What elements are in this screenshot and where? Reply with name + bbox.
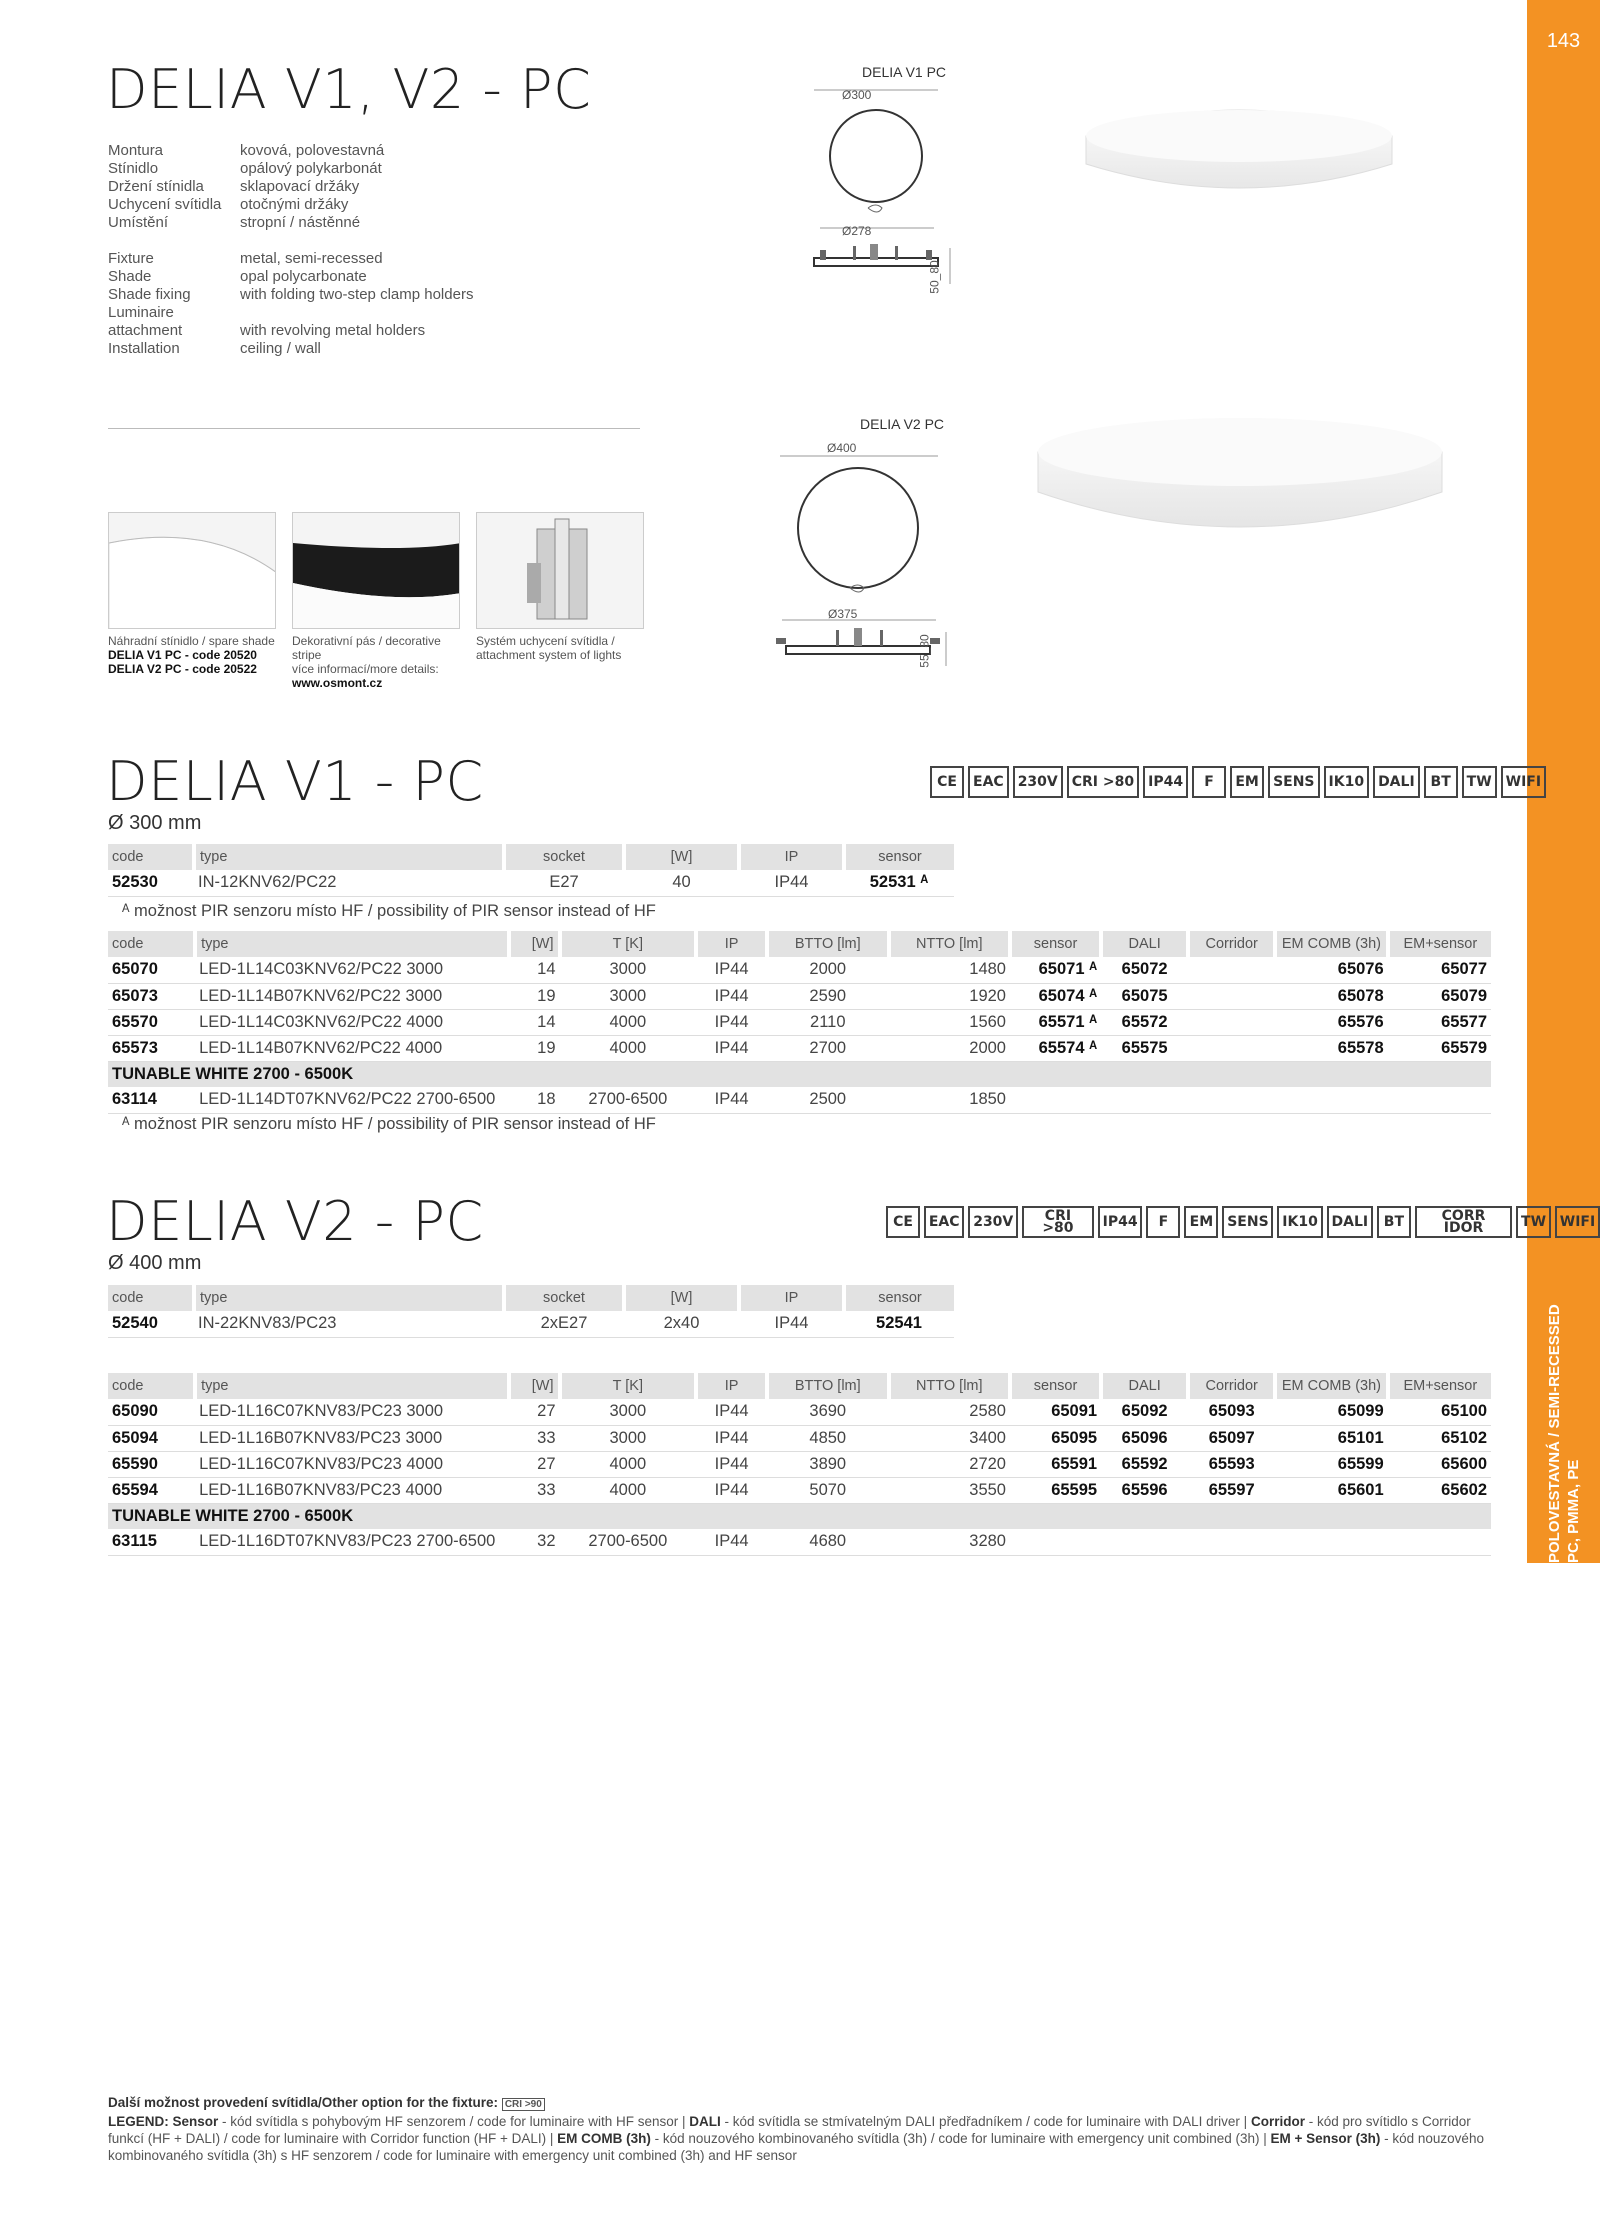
table-row bbox=[108, 1451, 1491, 1477]
col-header: sensor bbox=[844, 844, 954, 870]
cell: 65097 bbox=[1188, 1425, 1275, 1451]
cell: IP44 bbox=[696, 1035, 767, 1061]
drawing-v2-cutout: Ø375 bbox=[828, 607, 858, 621]
spec-value: kovová, polovestavná bbox=[240, 142, 385, 159]
cell: 65100 bbox=[1388, 1399, 1491, 1425]
wireless-icon: WIFI bbox=[1501, 766, 1546, 798]
tw-icon: TW bbox=[1462, 766, 1497, 798]
cell bbox=[1188, 957, 1275, 983]
col-header: NTTO [lm] bbox=[889, 931, 1010, 957]
cell: 2500 bbox=[767, 1087, 888, 1113]
cell bbox=[1188, 1035, 1275, 1061]
cell: 65574 ᴬ bbox=[1010, 1035, 1101, 1061]
cell: LED-1L16B07KNV83/PC23 3000 bbox=[195, 1425, 509, 1451]
cell: 2x40 bbox=[624, 1311, 739, 1337]
col-header: DALI bbox=[1101, 931, 1188, 957]
thumb-spare-shade bbox=[108, 512, 276, 629]
table-row bbox=[108, 1477, 1491, 1503]
eac-icon: EAC bbox=[924, 1206, 964, 1238]
spec-value: opal polycarbonate bbox=[240, 268, 367, 285]
drawing-v2-label: DELIA V2 PC bbox=[860, 416, 945, 432]
cell: 65071 ᴬ bbox=[1010, 957, 1101, 983]
col-header: DALI bbox=[1101, 1373, 1188, 1399]
cri-icon: CRI >80 bbox=[1067, 766, 1139, 798]
cell: 65075 bbox=[1101, 983, 1188, 1009]
spec-value: sklapovací držáky bbox=[240, 178, 360, 195]
f-mark-icon: F bbox=[1146, 1206, 1180, 1238]
table-header bbox=[108, 1373, 1491, 1399]
cell: LED-1L16C07KNV83/PC23 4000 bbox=[195, 1451, 509, 1477]
spec-label: attachment bbox=[108, 322, 183, 339]
product-photo-v1 bbox=[1080, 96, 1400, 206]
spec-value: with revolving metal holders bbox=[240, 322, 426, 339]
cell: 65079 bbox=[1388, 983, 1491, 1009]
tunable-white-row bbox=[108, 1061, 1491, 1087]
legend-desc: - kód nouzového kombinovaného svítidla (3h) s HF senzorem / code for luminaire with emergency unit combined (3h) and HF sensor bbox=[108, 2131, 1484, 2163]
page-number: 143 bbox=[1546, 30, 1581, 52]
cell: IP44 bbox=[696, 1399, 767, 1425]
cell: 3400 bbox=[889, 1425, 1010, 1451]
tunable-white-row bbox=[108, 1503, 1491, 1529]
cell: 4850 bbox=[767, 1425, 888, 1451]
ce-icon: CE bbox=[886, 1206, 920, 1238]
corridor-icon: CORR IDOR bbox=[1415, 1206, 1512, 1238]
col-header: IP bbox=[696, 1373, 767, 1399]
cell: 65578 bbox=[1275, 1035, 1387, 1061]
col-header: EM COMB (3h) bbox=[1275, 931, 1387, 957]
cell: 2000 bbox=[889, 1035, 1010, 1061]
bluetooth-icon: BT bbox=[1424, 766, 1458, 798]
legend-term: Corridor bbox=[1250, 2114, 1305, 2129]
dali-icon: DALI bbox=[1373, 766, 1420, 798]
legend-option bbox=[108, 2094, 1498, 2113]
legend-head: LEGEND: bbox=[108, 2114, 169, 2129]
dali-icon: DALI bbox=[1327, 1206, 1373, 1238]
f-mark-icon: F bbox=[1192, 766, 1226, 798]
spec-value: opálový polykarbonát bbox=[240, 160, 382, 177]
cell: 3000 bbox=[560, 1425, 697, 1451]
cell bbox=[1388, 1087, 1491, 1113]
cell: 1850 bbox=[889, 1087, 1010, 1113]
tw-icon: TW bbox=[1516, 1206, 1551, 1238]
cell: 3000 bbox=[560, 1399, 697, 1425]
cell: 65090 bbox=[108, 1399, 195, 1425]
col-header: sensor bbox=[1010, 1373, 1101, 1399]
cell: LED-1L14DT07KNV62/PC22 2700-6500 bbox=[195, 1087, 509, 1113]
cell: 65599 bbox=[1275, 1451, 1387, 1477]
cell: 19 bbox=[509, 1035, 560, 1061]
cell: IP44 bbox=[696, 957, 767, 983]
col-header: sensor bbox=[844, 1285, 954, 1311]
cell: IP44 bbox=[696, 1477, 767, 1503]
cell: 2720 bbox=[889, 1451, 1010, 1477]
cell: 2580 bbox=[889, 1399, 1010, 1425]
spec-value: otočnými držáky bbox=[240, 196, 349, 213]
cell: 3690 bbox=[767, 1399, 888, 1425]
col-header: code bbox=[108, 931, 195, 957]
ip-icon: IP44 bbox=[1098, 1206, 1143, 1238]
cell: 65572 bbox=[1101, 1009, 1188, 1035]
cell: 2xE27 bbox=[504, 1311, 624, 1337]
cell: 4000 bbox=[560, 1451, 697, 1477]
cri-icon: CRI >80 bbox=[1022, 1206, 1094, 1238]
cell: 5070 bbox=[767, 1477, 888, 1503]
cell: 4000 bbox=[560, 1477, 697, 1503]
spec-label: Stínidlo bbox=[108, 160, 159, 177]
thumb-attachment-system bbox=[476, 512, 644, 629]
table-v1-conventional bbox=[108, 844, 954, 897]
cell: 63115 bbox=[108, 1529, 195, 1555]
eac-icon: EAC bbox=[968, 766, 1009, 798]
table-row bbox=[108, 870, 954, 896]
table-row bbox=[108, 1399, 1491, 1425]
thumb-decorative-stripe bbox=[292, 512, 460, 629]
table-row bbox=[108, 957, 1491, 983]
cell: 1560 bbox=[889, 1009, 1010, 1035]
drawing-v2-height: 55_80 bbox=[917, 634, 932, 668]
table-header bbox=[108, 931, 1491, 957]
cell: LED-1L14B07KNV62/PC22 4000 bbox=[195, 1035, 509, 1061]
cell: 32 bbox=[509, 1529, 560, 1555]
cell: IP44 bbox=[696, 1529, 767, 1555]
caption-line: Systém uchycení svítidla / bbox=[476, 634, 615, 648]
ce-icon: CE bbox=[930, 766, 964, 798]
cell: 65600 bbox=[1388, 1451, 1491, 1477]
cell bbox=[1101, 1087, 1188, 1113]
emergency-icon: EM bbox=[1230, 766, 1264, 798]
tunable-white-label: TUNABLE WHITE 2700 - 6500K bbox=[108, 1061, 1491, 1087]
col-header: sensor bbox=[1010, 931, 1101, 957]
caption-spare-shade bbox=[108, 634, 275, 676]
table-v1-led bbox=[108, 931, 1491, 1114]
sidebar-category bbox=[1545, 1304, 1583, 1563]
cell: 63114 bbox=[108, 1087, 195, 1113]
emergency-icon: EM bbox=[1184, 1206, 1218, 1238]
col-header: EM+sensor bbox=[1388, 1373, 1491, 1399]
spec-label: Installation bbox=[108, 340, 180, 357]
voltage-icon: 230V bbox=[1013, 766, 1063, 798]
cell: IN-12KNV62/PC22 bbox=[194, 870, 504, 896]
cell: 65601 bbox=[1275, 1477, 1387, 1503]
cell: IP44 bbox=[739, 1311, 844, 1337]
col-header: EM COMB (3h) bbox=[1275, 1373, 1387, 1399]
cell: 65591 bbox=[1010, 1451, 1101, 1477]
sidebar-line-1: POLOVESTAVNÁ / SEMI-RECESSED bbox=[1546, 1304, 1563, 1563]
cell bbox=[1388, 1529, 1491, 1555]
cell: 3000 bbox=[560, 957, 697, 983]
cell: IP44 bbox=[696, 983, 767, 1009]
tunable-white-label: TUNABLE WHITE 2700 - 6500K bbox=[108, 1503, 1491, 1529]
cell: 65101 bbox=[1275, 1425, 1387, 1451]
cell: LED-1L14C03KNV62/PC22 4000 bbox=[195, 1009, 509, 1035]
cell: E27 bbox=[504, 870, 624, 896]
col-header: IP bbox=[739, 1285, 844, 1311]
col-header: type bbox=[195, 931, 509, 957]
spec-value bbox=[240, 304, 540, 322]
col-header: type bbox=[194, 1285, 504, 1311]
cell: 65096 bbox=[1101, 1425, 1188, 1451]
bluetooth-icon: BT bbox=[1377, 1206, 1411, 1238]
ik10-icon: IK10 bbox=[1277, 1206, 1322, 1238]
cell: 65573 bbox=[108, 1035, 195, 1061]
cell: 1920 bbox=[889, 983, 1010, 1009]
legend-option-label: Další možnost provedení svítidla/Other option for the fixture: bbox=[108, 2095, 499, 2110]
legend-desc: - kód svítidla se stmívatelným DALI předřadníkem / code for luminaire with DALI driver | bbox=[720, 2114, 1251, 2129]
ip-icon: IP44 bbox=[1143, 766, 1188, 798]
spec-value: metal, semi-recessed bbox=[240, 250, 383, 267]
table-header bbox=[108, 844, 954, 870]
cell: 33 bbox=[509, 1425, 560, 1451]
caption-line: attachment system of lights bbox=[476, 648, 622, 662]
table-row bbox=[108, 983, 1491, 1009]
col-header: IP bbox=[739, 844, 844, 870]
legend-term: EM COMB (3h) bbox=[557, 2131, 651, 2146]
cell: 18 bbox=[509, 1087, 560, 1113]
cell: 27 bbox=[509, 1451, 560, 1477]
drawing-v1-height: 50_80 bbox=[927, 260, 942, 294]
cell: 65590 bbox=[108, 1451, 195, 1477]
cell: 65072 bbox=[1101, 957, 1188, 983]
cell: 65577 bbox=[1388, 1009, 1491, 1035]
legend bbox=[108, 2094, 1498, 2164]
drawing-v1-diameter: Ø300 bbox=[842, 88, 872, 102]
col-header: Corridor bbox=[1188, 1373, 1275, 1399]
spec-label: Umístění bbox=[108, 214, 169, 231]
legend-term: EM + Sensor (3h) bbox=[1270, 2131, 1381, 2146]
spec-label: Montura bbox=[108, 142, 164, 159]
col-header: type bbox=[194, 844, 504, 870]
table-row bbox=[108, 1087, 1491, 1113]
table-row bbox=[108, 1425, 1491, 1451]
spec-value: with folding two-step clamp holders bbox=[240, 286, 474, 303]
cell bbox=[1275, 1087, 1387, 1113]
diameter-v2: Ø 400 mm bbox=[108, 1252, 202, 1274]
spec-label: Shade fixing bbox=[108, 286, 191, 303]
col-header: BTTO [lm] bbox=[767, 1373, 888, 1399]
cell bbox=[1101, 1529, 1188, 1555]
cell: 65579 bbox=[1388, 1035, 1491, 1061]
section-divider bbox=[108, 428, 640, 429]
cert-icons-v2 bbox=[886, 1206, 1600, 1238]
cell: 2590 bbox=[767, 983, 888, 1009]
cell: 40 bbox=[624, 870, 739, 896]
col-header: EM+sensor bbox=[1388, 931, 1491, 957]
caption-attachment-system bbox=[476, 634, 621, 662]
table-row bbox=[108, 1009, 1491, 1035]
caption-line: Náhradní stínidlo / spare shade bbox=[108, 634, 275, 648]
cell: 52530 bbox=[108, 870, 194, 896]
cell: IP44 bbox=[739, 870, 844, 896]
cell: 65102 bbox=[1388, 1425, 1491, 1451]
diameter-v1: Ø 300 mm bbox=[108, 812, 202, 834]
spec-label: Shade bbox=[108, 268, 152, 285]
col-header: BTTO [lm] bbox=[767, 931, 888, 957]
cell: 65078 bbox=[1275, 983, 1387, 1009]
cell: 65576 bbox=[1275, 1009, 1387, 1035]
cell bbox=[1010, 1087, 1101, 1113]
legend-text bbox=[108, 2113, 1498, 2164]
table-row bbox=[108, 1311, 954, 1337]
cell: IP44 bbox=[696, 1425, 767, 1451]
cell: 65094 bbox=[108, 1425, 195, 1451]
specs-cz bbox=[108, 142, 540, 232]
product-photo-v2 bbox=[1030, 402, 1450, 542]
spec-label: Fixture bbox=[108, 250, 154, 267]
col-header: IP bbox=[696, 931, 767, 957]
cell: 2000 bbox=[767, 957, 888, 983]
cell: 65091 bbox=[1010, 1399, 1101, 1425]
cell: 65070 bbox=[108, 957, 195, 983]
col-header: code bbox=[108, 1285, 194, 1311]
legend-desc: - kód svítidla s pohybovým HF senzorem / code for luminaire with HF sensor | bbox=[218, 2114, 690, 2129]
cell: 2700-6500 bbox=[560, 1087, 697, 1113]
legend-term: DALI bbox=[689, 2114, 721, 2129]
footnote-v1-b: ᴬ možnost PIR senzoru místo HF / possibility of PIR sensor instead of HF bbox=[122, 1115, 656, 1133]
table-v2-conventional bbox=[108, 1285, 954, 1338]
col-header: [W] bbox=[509, 1373, 560, 1399]
cri90-icon: CRI >90 bbox=[502, 2098, 545, 2111]
caption-code-v1: DELIA V1 PC - code 20520 bbox=[108, 648, 257, 662]
col-header: Corridor bbox=[1188, 931, 1275, 957]
cell: 3280 bbox=[889, 1529, 1010, 1555]
caption-decorative-stripe bbox=[292, 634, 441, 690]
drawing-v2-diameter: Ø400 bbox=[827, 441, 857, 455]
caption-link[interactable]: www.osmont.cz bbox=[292, 676, 383, 690]
legend-desc: - kód nouzového kombinovaného svítidla (3h) / code for luminaire with emergency unit combined (3h) | bbox=[650, 2131, 1271, 2146]
cell: 65571 ᴬ bbox=[1010, 1009, 1101, 1035]
col-header: socket bbox=[504, 1285, 624, 1311]
cell: 14 bbox=[509, 1009, 560, 1035]
cell: 2110 bbox=[767, 1009, 888, 1035]
cell: IP44 bbox=[696, 1451, 767, 1477]
cell: LED-1L14B07KNV62/PC22 3000 bbox=[195, 983, 509, 1009]
sidebar-line-2: PC, PMMA, PE bbox=[1565, 1459, 1582, 1563]
cell bbox=[1188, 983, 1275, 1009]
sensor-icon: SENS bbox=[1268, 766, 1319, 798]
cell: 3890 bbox=[767, 1451, 888, 1477]
cell: 65092 bbox=[1101, 1399, 1188, 1425]
cell: 65093 bbox=[1188, 1399, 1275, 1425]
cell: 19 bbox=[509, 983, 560, 1009]
col-header: NTTO [lm] bbox=[889, 1373, 1010, 1399]
col-header: [W] bbox=[509, 931, 560, 957]
cell: 65074 ᴬ bbox=[1010, 983, 1101, 1009]
cell: 65596 bbox=[1101, 1477, 1188, 1503]
cell: 65597 bbox=[1188, 1477, 1275, 1503]
wireless-icon: WIFI bbox=[1555, 1206, 1600, 1238]
table-header bbox=[108, 1285, 954, 1311]
cell: LED-1L14C03KNV62/PC22 3000 bbox=[195, 957, 509, 983]
page-title: DELIA V1, V2 - PC bbox=[106, 58, 592, 121]
cell: 65602 bbox=[1388, 1477, 1491, 1503]
ik10-icon: IK10 bbox=[1324, 766, 1370, 798]
cell: 14 bbox=[509, 957, 560, 983]
voltage-icon: 230V bbox=[968, 1206, 1018, 1238]
cell: 65095 bbox=[1010, 1425, 1101, 1451]
cell bbox=[1275, 1529, 1387, 1555]
cell: 3550 bbox=[889, 1477, 1010, 1503]
cell bbox=[1188, 1529, 1275, 1555]
cell: IN-22KNV83/PC23 bbox=[194, 1311, 504, 1337]
cell: 65594 bbox=[108, 1477, 195, 1503]
caption-line: stripe bbox=[292, 648, 322, 662]
cell: LED-1L16DT07KNV83/PC23 2700-6500 bbox=[195, 1529, 509, 1555]
cell bbox=[1188, 1087, 1275, 1113]
cell: 65073 bbox=[108, 983, 195, 1009]
cert-icons-v1 bbox=[930, 766, 1546, 798]
cell: 65595 bbox=[1010, 1477, 1101, 1503]
cell: 65593 bbox=[1188, 1451, 1275, 1477]
cell: 52540 bbox=[108, 1311, 194, 1337]
cell: 4000 bbox=[560, 1035, 697, 1061]
col-header: [W] bbox=[624, 1285, 739, 1311]
sensor-icon: SENS bbox=[1222, 1206, 1273, 1238]
cell: 65099 bbox=[1275, 1399, 1387, 1425]
caption-line: více informací/more details: bbox=[292, 662, 439, 676]
section-title-v2: DELIA V2 - PC bbox=[106, 1190, 484, 1253]
col-header: [W] bbox=[624, 844, 739, 870]
table-v2-led bbox=[108, 1373, 1491, 1556]
legend-desc: - kód pro svítidlo s Corridor funkcí (HF + DALI) / code for luminaire with Corridor function (HF + DALI) | bbox=[108, 2114, 1471, 2146]
col-header: type bbox=[195, 1373, 509, 1399]
table-row bbox=[108, 1529, 1491, 1555]
cell: 27 bbox=[509, 1399, 560, 1425]
col-header: socket bbox=[504, 844, 624, 870]
col-header: T [K] bbox=[560, 931, 697, 957]
drawing-v1-label: DELIA V1 PC bbox=[862, 64, 947, 80]
cell: 65077 bbox=[1388, 957, 1491, 983]
cell bbox=[1010, 1529, 1101, 1555]
cell: 52541 bbox=[844, 1311, 954, 1337]
cell: 2700-6500 bbox=[560, 1529, 697, 1555]
cell: 65575 bbox=[1101, 1035, 1188, 1061]
spec-value: stropní / nástěnné bbox=[240, 214, 361, 231]
spec-value: ceiling / wall bbox=[240, 340, 321, 357]
cell bbox=[1188, 1009, 1275, 1035]
cell: IP44 bbox=[696, 1087, 767, 1113]
cell: LED-1L16C07KNV83/PC23 3000 bbox=[195, 1399, 509, 1425]
cell: 52531 ᴬ bbox=[844, 870, 954, 896]
drawing-v1-cutout: Ø278 bbox=[842, 224, 872, 238]
cell: 4680 bbox=[767, 1529, 888, 1555]
caption-code-v2: DELIA V2 PC - code 20522 bbox=[108, 662, 257, 676]
cell: LED-1L16B07KNV83/PC23 4000 bbox=[195, 1477, 509, 1503]
cell: 65570 bbox=[108, 1009, 195, 1035]
cell: 65076 bbox=[1275, 957, 1387, 983]
cell: 65592 bbox=[1101, 1451, 1188, 1477]
col-header: code bbox=[108, 1373, 195, 1399]
cell: 3000 bbox=[560, 983, 697, 1009]
spec-label: Uchycení svítidla bbox=[108, 196, 222, 213]
spec-label: Držení stínidla bbox=[108, 178, 204, 195]
cell: 4000 bbox=[560, 1009, 697, 1035]
footnote-v1-a: ᴬ možnost PIR senzoru místo HF / possibility of PIR sensor instead of HF bbox=[122, 902, 656, 920]
table-row bbox=[108, 1035, 1491, 1061]
specs-en bbox=[108, 250, 540, 358]
spec-label: Luminaire bbox=[108, 304, 174, 321]
cell: 2700 bbox=[767, 1035, 888, 1061]
section-title-v1: DELIA V1 - PC bbox=[106, 750, 484, 813]
col-header: T [K] bbox=[560, 1373, 697, 1399]
legend-term: Sensor bbox=[172, 2114, 219, 2129]
cell: 1480 bbox=[889, 957, 1010, 983]
col-header: code bbox=[108, 844, 194, 870]
cell: 33 bbox=[509, 1477, 560, 1503]
caption-line: Dekorativní pás / decorative bbox=[292, 634, 441, 648]
cell: IP44 bbox=[696, 1009, 767, 1035]
